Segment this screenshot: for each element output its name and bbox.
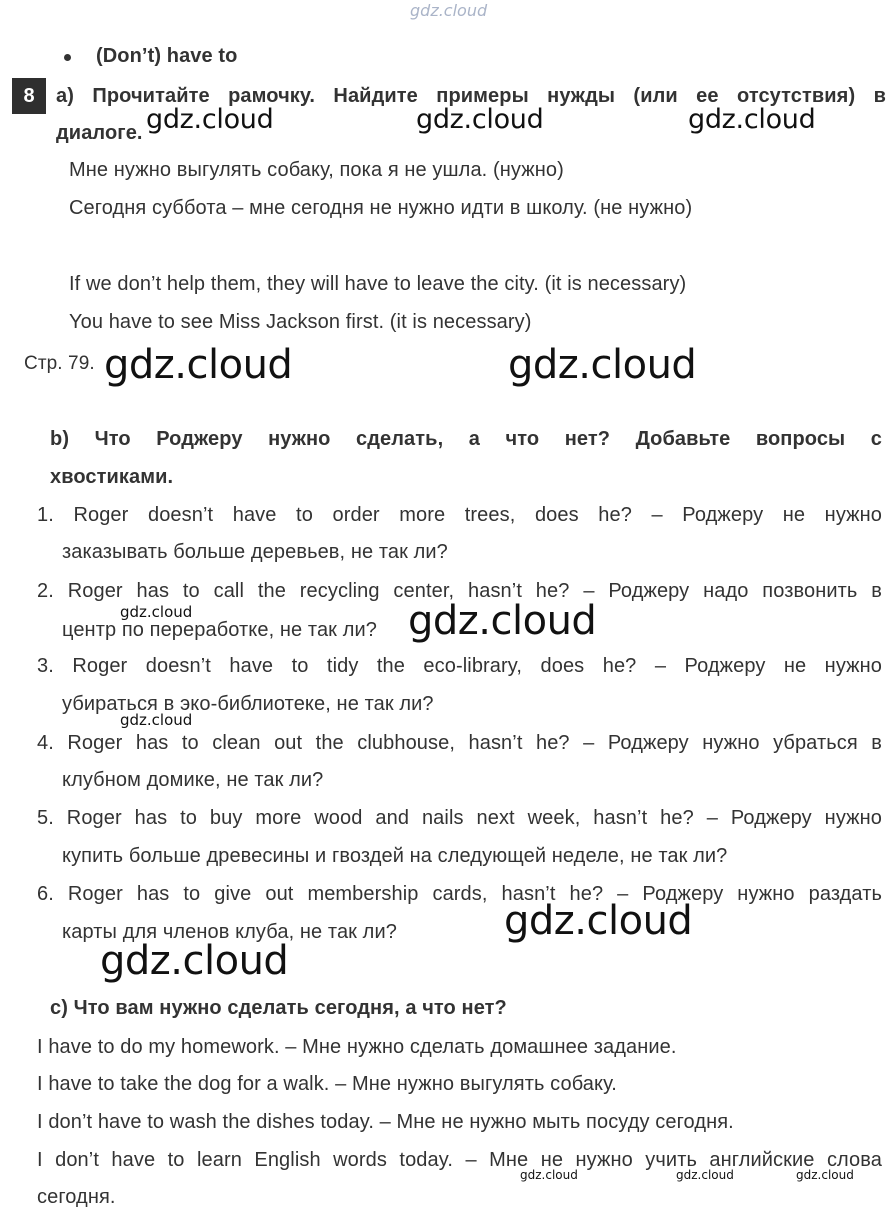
list-item-line2: убираться в эко-библиотеке, не так ли?: [62, 693, 434, 715]
list-item-line2: карты для членов клуба, не так ли?: [62, 921, 397, 943]
watermark: gdz.cloud: [408, 598, 597, 644]
part-a-line: Сегодня суббота – мне сегодня не нужно идти в школу. (не нужно): [69, 197, 693, 219]
part-c-line: I don’t have to wash the dishes today. – Мне не нужно мыть посуду сегодня.: [37, 1111, 734, 1133]
list-item-line1: 6. Roger has to give out membership cards, hasn’t he? – Роджеру нужно раздать: [37, 883, 882, 905]
part-c-line: I have to do my homework. – Мне нужно сделать домашнее задание.: [37, 1036, 677, 1058]
watermark: gdz.cloud: [104, 342, 293, 388]
part-c-instruction: c) Что вам нужно сделать сегодня, а что нет?: [50, 997, 507, 1019]
watermark: gdz.cloud: [520, 1168, 578, 1182]
part-c-line: I don’t have to learn English words today. – Мне не нужно учить английские слова: [37, 1149, 882, 1171]
watermark: gdz.cloud: [146, 104, 274, 135]
part-c-line: I have to take the dog for a walk. – Мне нужно выгулять собаку.: [37, 1073, 617, 1095]
list-item-line1: 2. Roger has to call the recycling center, hasn’t he? – Роджеру надо позвонить в: [37, 580, 882, 602]
list-item-line2: центр по переработке, не так ли?: [62, 619, 377, 641]
watermark: gdz.cloud: [100, 938, 289, 984]
watermark: gdz.cloud: [796, 1168, 854, 1182]
watermark: gdz.cloud: [676, 1168, 734, 1182]
part-c-line: сегодня.: [37, 1186, 116, 1208]
page-reference: Стр. 79.: [24, 353, 95, 374]
list-item-line2: купить больше древесины и гвоздей на следующей неделе, не так ли?: [62, 845, 728, 867]
watermark: gdz.cloud: [120, 711, 193, 729]
watermark-top: gdz.cloud: [410, 1, 488, 20]
list-item-line1: 1. Roger doesn’t have to order more trees, does he? – Роджеру не нужно: [37, 504, 882, 526]
part-a-instruction-line1: a) Прочитайте рамочку. Найдите примеры нужды (или ее отсутствия) в: [56, 85, 886, 107]
watermark: gdz.cloud: [120, 603, 193, 621]
watermark: gdz.cloud: [688, 104, 816, 135]
part-a-line: Мне нужно выгулять собаку, пока я не ушла. (нужно): [69, 159, 564, 181]
exercise-number-badge: 8: [12, 78, 46, 114]
watermark: gdz.cloud: [416, 104, 544, 135]
part-a-instruction-line2: диалоге.: [56, 122, 143, 144]
watermark: gdz.cloud: [508, 342, 697, 388]
list-item-line1: 5. Roger has to buy more wood and nails next week, hasn’t he? – Роджеру нужно: [37, 807, 882, 829]
list-item-line2: клубном домике, не так ли?: [62, 769, 324, 791]
list-item-line1: 4. Roger has to clean out the clubhouse, hasn’t he? – Роджеру нужно убраться в: [37, 732, 882, 754]
list-item-line1: 3. Roger doesn’t have to tidy the eco-library, does he? – Роджеру не нужно: [37, 655, 882, 677]
part-b-instruction-line2: хвостиками.: [50, 466, 174, 488]
part-b-instruction-line1: b) Что Роджеру нужно сделать, а что нет? Добавьте вопросы с: [50, 428, 882, 450]
bullet-icon: [64, 54, 71, 61]
list-item-line2: заказывать больше деревьев, не так ли?: [62, 541, 448, 563]
watermark: gdz.cloud: [504, 898, 693, 944]
section-heading: (Don’t) have to: [96, 45, 238, 67]
part-a-line: You have to see Miss Jackson first. (it is necessary): [69, 311, 532, 333]
part-a-line: If we don’t help them, they will have to leave the city. (it is necessary): [69, 273, 687, 295]
